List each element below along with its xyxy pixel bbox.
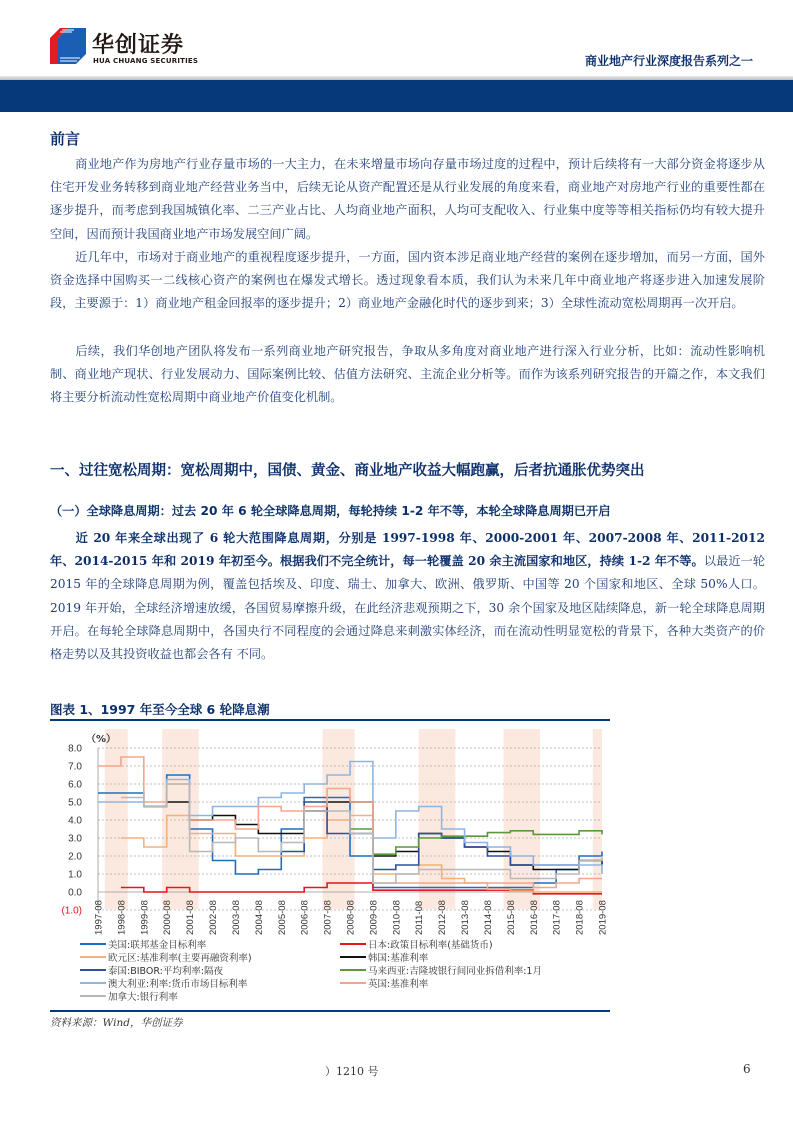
- chart-legend: [50, 937, 610, 1007]
- figure-source: 资料来源：Wind，华创证券: [50, 1017, 183, 1029]
- legend-item: [340, 963, 542, 977]
- x-tick-label: 2006-08: [299, 900, 311, 935]
- figure-top-rule: [50, 719, 610, 721]
- y-tick-label: 1.0: [68, 869, 82, 881]
- paragraph-text: 商业地产作为房地产行业存量市场的一大主力，在未来增量市场向存量市场过度的过程中，预计后续将有一大部分资金将逐步从住宅开发业务转移到商业地产经营业务当中，后续无论从资产配置还是从行业发展的角度来看，商业地产对房地产行业的重要性都在逐步提升，而考虑到我国城镇化率、二三产业占比、人均商业地产面积，人均可支配收入、行业集中度等等相关指标仍均有较大提升空间，因而预计我国商业地产市场发展空间广阔。: [50, 157, 765, 241]
- legend-label: 英国:基准利率: [368, 979, 429, 990]
- x-tick-label: 2018-08: [574, 900, 586, 935]
- y-tick-label: 5.0: [68, 797, 82, 809]
- legend-label: 泰国:BIBOR:平均利率:隔夜: [108, 966, 224, 977]
- legend-swatch-icon: [340, 943, 366, 945]
- legend-item: [80, 989, 178, 1003]
- paragraph-text: 以最近一轮 2015 年的全球降息周期为例，覆盖包括埃及、印度、瑞士、加拿大、欧洲、俄罗斯、中国等 20 个国家和地区、全球 50%人口。2019 年开始，全球经济增速放缓，各国贸易摩擦升级，在此经济悲观预期之下，30 余个国家及地区陆续降息，新一轮全球降息周期开启。在每轮全球降息周期中，各国央行不同程度的会通过降息来刺激实体经济，而在流动性明显宽松的背景下，各种大类资产的价格走势以及其投资收益也都会各有 不同。: [50, 554, 766, 662]
- report-series-title: 商业地产行业深度报告系列之一: [584, 54, 753, 68]
- preface-paragraph-3: [50, 340, 765, 410]
- figure-title: 图表 1、1997 年至今全球 6 轮降息潮: [50, 702, 270, 717]
- legend-item: [80, 963, 223, 977]
- rate-cut-period-band: [503, 729, 540, 909]
- legend-label: 美国:联邦基金目标利率: [108, 940, 207, 951]
- x-tick-label: 2019-08: [597, 900, 609, 935]
- footer-license-code: ）1210 号: [325, 1065, 379, 1078]
- legend-swatch-icon: [340, 982, 366, 984]
- y-tick-label: 2.0: [68, 851, 82, 863]
- x-tick-label: 2010-08: [391, 900, 403, 935]
- y-tick-label: 0.0: [68, 887, 82, 899]
- legend-swatch-icon: [80, 969, 106, 971]
- legend-label: 澳大利亚:利率:货币市场目标利率: [108, 979, 248, 990]
- y-tick-label: 7.0: [68, 761, 82, 773]
- x-tick-label: 2016-08: [528, 900, 540, 935]
- x-tick-label: 1999-08: [139, 900, 151, 935]
- legend-item: [340, 976, 428, 990]
- legend-label: 欧元区:基准利率(主要再融资利率): [108, 953, 252, 964]
- y-tick-label: 3.0: [68, 833, 82, 845]
- y-tick-label: (1.0): [61, 905, 82, 917]
- header-band: [0, 80, 793, 112]
- legend-swatch-icon: [80, 982, 106, 984]
- logo-english-name: HUA CHUANG SECURITIES: [93, 57, 199, 65]
- preface-paragraph-2: [50, 246, 765, 316]
- legend-label: 加拿大:银行利率: [108, 992, 178, 1003]
- x-tick-label: 2007-08: [322, 900, 334, 935]
- legend-item: [80, 950, 252, 964]
- company-logo: [50, 28, 210, 68]
- legend-label: 日本:政策目标利率(基础货币): [368, 940, 493, 951]
- section-heading: 一、过往宽松周期：宽松周期中，国债、黄金、商业地产收益大幅跑赢，后者抗通胀优势突出: [50, 463, 645, 479]
- x-tick-label: 2017-08: [551, 900, 563, 935]
- x-tick-label: 2014-08: [482, 900, 494, 935]
- subsection-heading: （一）全球降息周期：过去 20 年 6 轮全球降息周期，每轮持续 1-2 年不等，本轮全球降息周期已开启: [50, 504, 611, 518]
- x-tick-label: 2001-08: [185, 900, 197, 935]
- series-line: [350, 829, 602, 854]
- legend-item: [340, 937, 493, 951]
- rate-cut-period-band: [105, 729, 128, 909]
- y-tick-label: 4.0: [68, 815, 82, 827]
- rate-cut-period-band: [593, 729, 602, 909]
- rate-cut-period-band: [419, 729, 456, 909]
- x-tick-label: 2013-08: [460, 900, 472, 935]
- legend-label: 马来西亚:吉隆坡银行间同业拆借利率:1月: [368, 966, 542, 977]
- paragraph-text: 近几年中，市场对于商业地产的重视程度逐步提升，一方面，国内资本涉足商业地产经营的案例在逐步增加，而另一方面，国外资金选择中国购买一二线核心资产的案例也在爆发式增长。透过现象看本质，我们认为未来几年中商业地产将逐步进入加速发展阶段，主要源于：1）商业地产租金回报率的逐步提升；2）商业地产金融化时代的逐步到来；3）全球性流动宽松周期再一次开启。: [50, 250, 765, 311]
- paragraph-text: 后续，我们华创地产团队将发布一系列商业地产研究报告，争取从多角度对商业地产进行深入行业分析，比如：流动性影响机制、商业地产现状、行业发展动力、国际案例比较、估值方法研究、主流企业分析等。而作为该系列研究报告的开篇之作，本文我们将主要分析流动性宽松周期中商业地产价值变化机制。: [50, 344, 765, 405]
- legend-swatch-icon: [340, 956, 366, 958]
- logo-cube-icon: [50, 28, 86, 64]
- legend-swatch-icon: [340, 969, 366, 971]
- key-finding-text: 近 20 年来全球出现了 6 轮大范围降息周期，分别是 1997-1998 年、2000-2001 年、2007-2008 年、2011-2012 年、2014-2015 年和 2019 年初至今。根据我们不完全统计，每一轮覆盖 20 余主流国家和地区，持续 1-2 年不等。: [50, 531, 765, 569]
- legend-item: [80, 937, 206, 951]
- legend-swatch-icon: [80, 956, 106, 958]
- x-tick-label: 1997-08: [93, 900, 105, 935]
- x-tick-label: 2003-08: [230, 900, 242, 935]
- y-tick-label: 6.0: [68, 779, 82, 791]
- x-tick-label: 2000-08: [162, 900, 174, 935]
- page-number: 6: [743, 1062, 751, 1076]
- x-tick-label: 2008-08: [345, 900, 357, 935]
- x-tick-label: 2011-08: [414, 900, 426, 935]
- logo-chinese-name: 华创证券: [92, 33, 185, 58]
- x-tick-label: 2004-08: [253, 900, 265, 935]
- x-tick-label: 2012-08: [437, 900, 449, 935]
- x-tick-label: 2002-08: [208, 900, 220, 935]
- legend-item: [80, 976, 247, 990]
- rate-cut-period-band: [162, 729, 199, 909]
- x-tick-label: 2005-08: [276, 900, 288, 935]
- x-tick-label: 1998-08: [116, 900, 128, 935]
- preface-heading: 前言: [50, 130, 81, 148]
- preface-paragraph-1: [50, 153, 765, 246]
- legend-swatch-icon: [80, 995, 106, 997]
- x-tick-label: 2015-08: [505, 900, 517, 935]
- y-tick-label: 8.0: [68, 743, 82, 755]
- section-paragraph: [50, 527, 765, 666]
- x-tick-label: 2009-08: [368, 900, 380, 935]
- legend-item: [340, 950, 428, 964]
- y-axis-unit: （%）: [86, 734, 117, 745]
- legend-swatch-icon: [80, 943, 106, 945]
- figure-bottom-rule: [50, 1010, 610, 1012]
- rate-cut-cycles-chart: [50, 725, 610, 935]
- legend-label: 韩国:基准利率: [368, 953, 429, 964]
